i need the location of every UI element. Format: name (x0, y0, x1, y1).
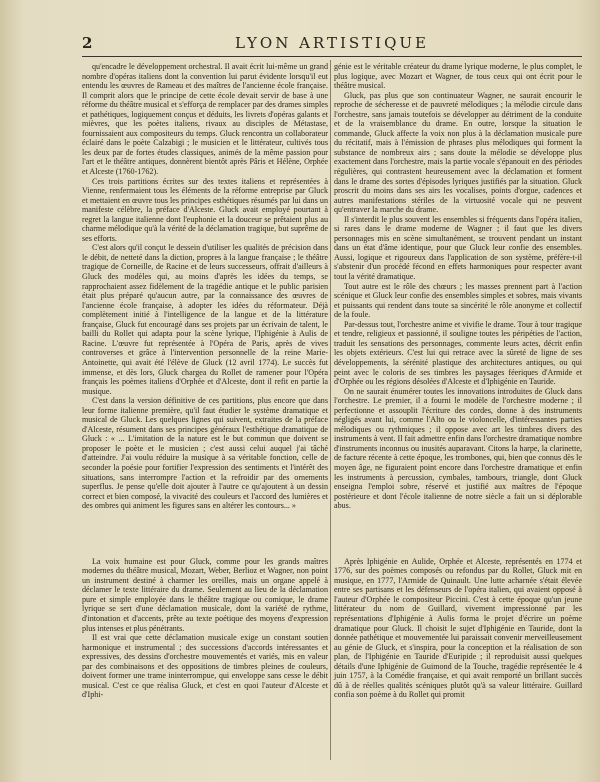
column-divider (330, 60, 331, 760)
paragraph: Il s'interdit le plus souvent les ensembles si fréquents dans l'opéra italien, si rares dans le drame moderne de Wagner ; il faut que les divers personnages mis en scène simultanément, se trouvent pendant un instant dans un état d'âme identique, pour que Gluck leur confie des ensembles. Aussi, logique et rigoureux dans l'application de son système, préfère-t-il s'abstenir d'un procédé fécond en effets harmoniques pour respecter avant tout la vérité dramatique. (334, 214, 582, 282)
header-rule (82, 56, 582, 57)
paragraph: génie est le véritable créateur du drame lyrique moderne, le plus complet, le plus logique, avec Mozart et Wagner, de tous ceux qui ont écrit pour le théâtre musical. (334, 62, 582, 91)
paragraph: Après Iphigénie en Aulide, Orphée et Alceste, représentés en 1774 et 1776, sur des poèmes composés ou refondus par du Rollet, Gluck mit en musique, en 1777, l'Armide de Quinault. Une lutte acharnée s'était élevée entre ses partisans et les défenseurs de l'opéra italien, qui avaient opposé à l'auteur d'Orphée le compositeur Piccini. C'est à cette époque qu'un jeune littérateur du nom de Guillard, vivement impressionné par les représentations d'Iphigénie à Aulis forma le projet d'écrire un poème dramatique pour Gluck. Il choisit le sujet d'Iphigénie en Tauride, dont la donnée pathétique et mouvementée lui paraissait convenir merveilleusement au génie de Gluck, et s'inspira, pour la conception et la réalisation de son plan, de l'Iphigénie en Tauride d'Euripide ; il reproduisit aussi quelques détails d'une Iphigénie de Guimond de la Touche, tragédie représentée le 4 juin 1757, à la Comédie française, et qui avait remporté un brillant succès dû à de réelles qualités scéniques plutôt qu'à sa valeur littéraire. Guillard confia son poème à du Rollet qui promit (334, 556, 582, 700)
paragraph: Par-dessus tout, l'orchestre anime et vivifie le drame. Tour à tour tragique et tendre, religieux et passionné, il souligne toutes les péripéties de l'action, traduit les sensations des personnages, commente leurs actes, décrit enfin les objets extérieurs. C'est lui qui retrace avec la sûreté de ligne de ses développements, la sérénité plastique des architectures antiques, ou qui peint avec le coloris de ses timbres les paysages féeriques d'Armide et d'Orphée ou les régions désolées d'Alceste et d'Iphigénie en Tauride. (334, 319, 582, 387)
running-title: LYON ARTISTIQUE (235, 34, 429, 52)
paragraph: qu'encadre le développement orchestral. Il avait écrit lui-même un grand nombre d'opéras italiens dont la convention lui parut évidente lorsqu'il eut entendu les œuvres de Rameau et des maîtres de l'ancienne école française. Il comprit alors que le principe de cette école devait servir de base à une réforme du théâtre musical et s'efforça de remplacer par des drames simples et pathétiques, logiquement conçus et déduits, les livrets d'opéras galants et mièvres, que les poètes italiens, rivaux au disciples de Métastase, fournissaient aux compositeurs du temps. Gluck rencontra un collaborateur éclairé dans le poète Calzabigi ; le musicien et le littérateur, cultivés tous les deux par de fortes études classiques, animés de la même passion pour l'art et le théâtre antiques, donnèrent bientôt après Pâris et Hélène, Orphée et Alceste (1760-1762). (82, 62, 328, 177)
paragraph: Gluck, pas plus que son continuateur Wagner, ne saurait encourir le reproche de sécheresse et de pauvreté mélodiques ; la mélodie circule dans l'orchestre, sans jamais toutefois se développer au détriment de la conduite et de la vraisemblance du drame. En outre, lorsque la situation le commande, Gluck affecte la voix non plus à la déclamation musicale pure du récitatif, mais à l'émission de phrases plus mélodiques qui forment la substance de nombreux airs ; sans doute la mélodie se développe plus exactement dans l'orchestre, mais la partie vocale s'épanouit en des périodes régulières, qui contrastent heureusement avec la déclamation et forment dans le drame des sortes d'épisodes lyriques justifiés par la situation. Gluck proscrit du moins dans ses airs les vocalises, points d'orgue, cadences et autres manifestations stériles de la virtuosité vocale qui ne peuvent qu'entraver la marche du drame. (334, 90, 582, 215)
paragraph: C'est dans la version définitive de ces partitions, plus encore que dans leur forme italienne première, qu'il faut étudier le système dramatique et musical de Gluck. Les quelques lignes qui suivent, extraites de la préface d'Alceste, résument dans ses principes généraux l'esthétique dramatique de Gluck : « ... L'imitation de la nature est le but commun que doivent se proposer le poète et le musicien ; c'est aussi celui auquel j'ai tâché d'atteindre. J'ai voulu réduire la musique à sa véritable fonction, celle de seconder la poésie pour fortifier l'expression des sentiments et l'intérêt des situations, sans interrompre l'action et la refroidir par des ornements superflus. Je pense qu'elle doit ajouter à l'autre ce qu'ajoutent à un dessin correct et bien composé, la vivacité des couleurs et l'accord des lumières et des ombres qui animent les figures sans en altérer les contours... » (82, 396, 328, 511)
page-header (82, 30, 582, 56)
paragraph: C'est alors qu'il conçut le dessein d'utiliser les qualités de précision dans le débit, de netteté dans la diction, propres à la langue française ; le théâtre tragique de Corneille, de Racine et de leurs successeurs, offrait d'ailleurs à Gluck des modèles qui, au moins d'après les idées du temps, se rapprochaient assez fidèlement de la tragédie antique et le public parisien était plus préparé qu'aucun autre, par la connaissance des œuvres de l'ancienne école française, à adopter les idées du réformateur. Déjà complètement initié à l'intelligence de la langue et de la littérature française, Gluck fut encouragé dans ses projets par un écrivain de talent, le bailli du Rollet qui adapta pour la scène lyrique, l'Iphigénie à Aulis de Racine. L'œuvre fut représentée à l'Opéra de Paris, après de vives controverses et grâce à l'intervention personnelle de la reine Marie-Antoinette, qui avait été l'élève de Gluck (12 avril 1774). Le succès fut immense, et dès lors, Gluck chargea du Rollet de ramener pour l'Opéra français les poèmes italiens d'Orphée et d'Alceste, dont il refit en partie la musique. (82, 243, 328, 396)
paragraph: Tout autre est le rôle des chœurs ; les masses prennent part à l'action scénique et Gluck leur confie des ensembles simples et sobres, mais vivants et puissants qui rendent dans toute sa sincérité le rôle anonyme et collectif de la foule. (334, 281, 582, 320)
paragraph: On ne saurait énumérer toutes les innovations introduites de Gluck dans l'orchestre. Le premier, il a fourni le modèle de l'orchestre moderne ; il perfectionne et assouplit l'écriture des cordes, donne à des instruments négligés avant lui, comme l'Alto ou le violoncelle, d'intéressantes parties mélodiques ou rythmiques ; il oppose avec art les timbres divers des instruments à vent. Il fait admettre enfin dans l'orchestre dramatique nombre d'instruments inconnus ou inusités auparavant. Citons la harpe, la clarinette, de facture récente à cette époque, les trombones, qui, bien que connus dès le moyen âge, ne figuraient point encore dans l'orchestre dramatique et enfin les instruments à percussion, cymbales, tambours, triangle, dont Gluck enseigna l'emploi sobre, réservé et justifié aux maîtres de l'époque postérieure et dont l'école italienne de notre siècle a fait un si déplorable abus. (334, 386, 582, 511)
left-column (82, 62, 328, 700)
paragraph: Il est vrai que cette déclamation musicale exige un constant soutien harmonique et instrumental ; des successions d'accords intéressantes et expressives, des dessins d'orchestre mouvementés et variés, mis en valeur par des combinaisons et des oppositions de timbres pleines de couleurs, doivent former une trame ininterrompue, qui enveloppe sans cesse le débit musical. C'est ce que réalisa Gluck, et c'est en quoi l'auteur d'Alceste et d'Iphi- (82, 633, 328, 700)
page-number: 2 (82, 34, 93, 52)
paragraph: La voix humaine est pour Gluck, comme pour les grands maîtres modernes du théâtre musical, Mozart, Weber, Berlioz et Wagner, non point un instrument destiné à charmer les oreilles, mais un organe appelé à déclamer le texte littéraire du drame. Seulement au lieu de la déclamation pure et simple employée dans le théâtre tragique ou comique, le drame lyrique se sert d'une déclamation musicale, dont la variété de rythme, d'intonation et d'accents, prête au texte poétique des moyens d'expression plus intenses et plus pénétrants. (82, 556, 328, 633)
right-column (334, 62, 582, 700)
paragraph: Ces trois partitions écrites sur des textes italiens et représentées à Vienne, renfermaient tous les éléments de la réforme entreprise par Gluck et mettaient en œuvre tous les principes esthétiques résumés par lui dans un manifeste célèbre, la préface d'Alceste. Gluck avait employé pourtant à regret la langue italienne dont l'euphonie et la douceur se prêtaient plus au charme mélodique qu'à la vérité de la déclamation tragique, but suprême de ses efforts. (82, 176, 328, 243)
